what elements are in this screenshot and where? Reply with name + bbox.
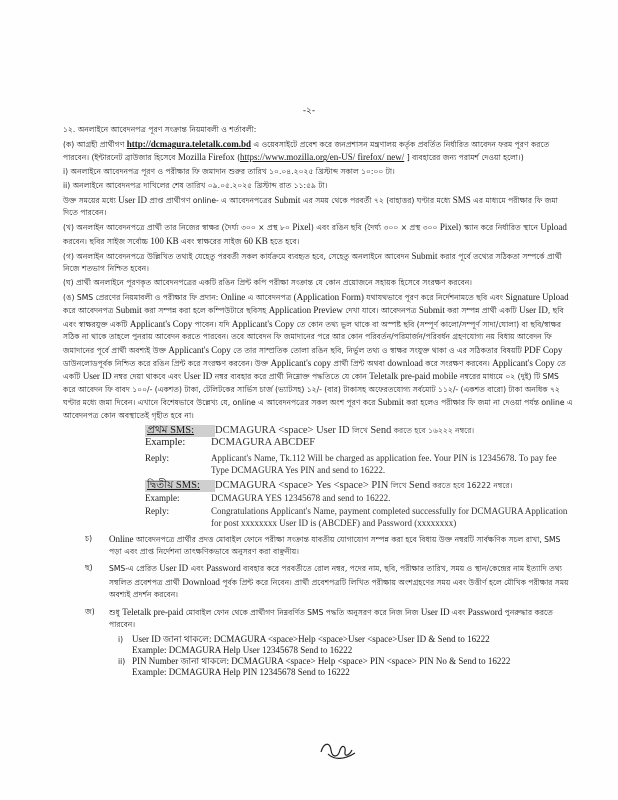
text: এ আবেদনপত্রের সকল অংশ পূরণ করে bbox=[255, 398, 378, 408]
example-label: Example: bbox=[145, 493, 180, 504]
text: User ID bbox=[132, 634, 161, 645]
browser-name: Mozilla Firefox bbox=[177, 152, 235, 163]
text: এর মাধ্যমে পরীক্ষার ফি জমা দিতে পারবেন। bbox=[63, 196, 558, 218]
text: করতে হবে ১৬২২২ নম্বরে। bbox=[391, 425, 475, 435]
example-line: Example: DCMAGURA Help PIN 12345678 Send to 16222 bbox=[132, 667, 350, 678]
section-ka bbox=[63, 138, 573, 165]
list-text bbox=[132, 634, 573, 656]
text: পুনরুদ্ধার করতে পারবেন। bbox=[109, 607, 553, 629]
text: DCMAGURA <space> Yes <space> PIN bbox=[215, 479, 389, 491]
fee-deadline-paragraph bbox=[63, 194, 573, 220]
reply-row bbox=[145, 452, 573, 476]
signature-image bbox=[318, 738, 358, 762]
recover-user-id-item bbox=[118, 634, 573, 656]
section-chha bbox=[63, 562, 573, 601]
text: SMS bbox=[452, 195, 471, 206]
text: Pixel bbox=[292, 222, 311, 233]
list-marker: i) bbox=[118, 635, 124, 645]
text: (ঙ) SMS প্রেরণের নিয়মাবলী ও পরীক্ষার ফি প্রদান: bbox=[63, 292, 221, 302]
text: User ID bbox=[183, 371, 213, 382]
text: করার পূর্বে তথ্যের সঠিকতা সম্পর্কে প্রার্থী নিজে শতভাগ নিশ্চিত হবেন। bbox=[63, 251, 562, 274]
text: প্রাপ্ত প্রার্থীগণ online- এ আবেদনপত্রের bbox=[146, 196, 275, 206]
list-text bbox=[109, 533, 573, 559]
text: Send bbox=[370, 424, 392, 436]
text: Online bbox=[220, 291, 246, 302]
text: শুধু bbox=[109, 607, 123, 617]
section-uma bbox=[63, 291, 573, 422]
text: User ID bbox=[519, 305, 548, 316]
text: Submit bbox=[418, 305, 445, 316]
text: Password bbox=[467, 606, 503, 617]
text: Applicant's copy bbox=[270, 357, 331, 368]
section-heading: ১২. অনলাইনে আবেদনপত্র পূরণ সংক্রান্ত নিয়মাবলী ও শর্তাবলী: bbox=[63, 125, 257, 134]
text: User ID bbox=[159, 563, 189, 574]
reply-value: Applicant's Name, Tk.112 Will be charged as application fee. Your PIN is 12345678. To pay fee Type DCMAGURA Yes PIN and send to 16222. bbox=[211, 452, 557, 475]
text: আবেদনপত্রে প্রার্থীর প্রদত্ত মোবাইল ফোনে পরীক্ষা সংক্রান্ত যাবতীয় যোগাযোগ সম্পন্ন করা হবে বিধায় উক্ত নম্বরটি সার্বক্ষণিক সচল রাখা, SMS পড়া এবং প্রাপ্ত নির্দেশনা তাৎক্ষণিকভাবে অনুসরণ করা বাঞ্ছনীয়। bbox=[109, 534, 561, 556]
text: User ID bbox=[420, 606, 450, 617]
list-marker: ছ) bbox=[85, 563, 93, 573]
text: এবং bbox=[188, 564, 207, 574]
reply-label: Reply: bbox=[145, 505, 169, 516]
text: Submit bbox=[411, 250, 438, 261]
section-kha bbox=[63, 221, 573, 248]
text: Signature Upload bbox=[505, 291, 569, 302]
text: ) এবং রঙিন ছবি (দৈর্ঘ্য ৩০০ × প্রস্থ ৩০০ bbox=[310, 223, 440, 233]
text: মোবাইল ফোন থেকে প্রার্থীগণ নিম্নবর্ণিত SMS পদ্ধতি অনুসরণ করে নিজ নিজ bbox=[183, 607, 421, 617]
example-row bbox=[145, 437, 573, 449]
text: Applicant's Copy bbox=[492, 357, 555, 368]
text: Application Preview bbox=[268, 305, 343, 316]
text: এ আবেদনপত্র bbox=[245, 292, 294, 302]
text: করা সম্পন্ন প্রার্থী একটি bbox=[444, 306, 520, 316]
text: নম্বর ব্যবহার করে প্রার্থী নিম্নোক্ত পদ্ধতিতে যে কোন bbox=[212, 372, 370, 382]
text: উক্ত সময়ের মধ্যে bbox=[63, 196, 119, 206]
text: User ID bbox=[82, 371, 112, 382]
text: করা হলেও পরীক্ষার ফি জমা না দেওয়া পর্যন্ত online এ আবেদনপত্র কোন অবস্থাতেই গৃহীত হবে না। bbox=[63, 398, 573, 420]
text: এ ওয়েবসাইটে প্রবেশ করে জনপ্রশাসন মন্ত্রণালয় কর্তৃক প্রবর্তিত নির্ধারিত আবেদন ফরম পূরণ করতে পারবেন। (ইন্টারনেট ব্রাউজার হিসেবে bbox=[63, 139, 550, 163]
text: Submit bbox=[274, 195, 301, 206]
text: ( bbox=[234, 153, 241, 163]
firefox-download-link[interactable]: https://www.mozilla.org/en-US/ firefox/ new/ bbox=[240, 152, 405, 163]
end-date-line: ii) অনলাইনে আবেদনপত্র দাখিলের শেষ তারিখ ০৯.০৫.২০২৫ খ্রিস্টাব্দ রাত ১১:৫৯ টা। bbox=[63, 181, 328, 191]
start-date-line: i) অনলাইনে আবেদনপত্র পূরণ ও পরীক্ষার ফি জমাদান শুরুর তারিখ ১০.০৪.২০২৫ খ্রিস্টাব্দ সকাল ১০:০০ টা। bbox=[63, 167, 395, 177]
text: SMS-এ প্রেরিত bbox=[109, 564, 160, 574]
list-text bbox=[109, 606, 573, 632]
reply-label: Reply: bbox=[145, 452, 169, 463]
text: (ক) আগ্রহী প্রার্থীগণ bbox=[63, 139, 127, 149]
text: Upload bbox=[540, 222, 567, 233]
text: তে তার সাম্প্রতিক তোলা রঙিন ছবি, নির্ভুল তথ্য ও স্বাক্ষর সংযুক্ত থাকা ও এর সঠিকতার বিষয়টি bbox=[230, 345, 525, 355]
text: online bbox=[232, 398, 256, 408]
text: এর সময় থেকে পরবর্তী ৭২ (বাহাত্তর) ঘণ্টার মধ্যে bbox=[300, 196, 453, 206]
text: PIN Number bbox=[132, 656, 179, 667]
list-text bbox=[132, 656, 573, 678]
text: Submit bbox=[115, 305, 142, 316]
text: তে একটি bbox=[63, 358, 566, 382]
text: 100 KB bbox=[150, 235, 179, 246]
text: Teletalk pre-paid mobile bbox=[369, 371, 458, 382]
list-marker: চ) bbox=[85, 533, 93, 543]
example-row bbox=[145, 492, 573, 504]
text: জানা থাকলে: DCMAGURA <space> Help <space> PIN <space> PIN No & Send to 16222 bbox=[178, 656, 511, 667]
text: Password bbox=[206, 563, 241, 574]
text: DCMAGURA <space> User ID bbox=[215, 424, 350, 436]
first-sms-label: প্রথম SMS: bbox=[145, 425, 215, 437]
text: তে কোন তথ্য ভুল থাকে বা অস্পষ্ট ছবি (সম্পূর্ণ কালো/সম্পূর্ণ সাদা/ঘোলা) বা ছবি/স্বাক্ষর সঠিক না থাকে তাহলে পুনরায় আবেদন করতে পারবেন। তবে আবেদন ফি জমাদানের পরে আর কোন পরিবর্তন/পরিমার্জন/পরিবর্ধন গ্রহণযোগ্য নয় বিধায় আবেদন ফি জমাদানের পূর্বে প্রার্থী অবশ্যই উক্ত bbox=[63, 319, 562, 355]
first-sms-row bbox=[145, 424, 573, 437]
recover-pin-item bbox=[118, 656, 573, 678]
second-sms-label: দ্বিতীয় SMS: bbox=[145, 480, 215, 492]
text: জানা থাকলে: DCMAGURA <space>Help <space>User <space>User ID & Send to 16222 bbox=[160, 634, 490, 645]
text: করবেন। ছবির সাইজ সর্বোচ্চ bbox=[63, 236, 151, 246]
text: Download bbox=[182, 576, 220, 587]
text: Applicant's Copy bbox=[168, 344, 231, 355]
page-number: -২- bbox=[302, 106, 316, 116]
text: পূর্বক প্রিন্ট করে নিবেন। প্রার্থী প্রবেশপত্রটি লিখিত পরীক্ষায় অংশগ্রহণের সময় এবং উত্তীর্ণ হলে মৌখিক পরীক্ষার সময় অবশ্যই প্রদর্শন করবেন। bbox=[109, 577, 569, 600]
text: দেখা যাবে। আবেদনপত্র bbox=[342, 306, 419, 316]
text: (গ) অনলাইন আবেদনপত্রে উল্লিখিত তথ্যই যেহেতু পরবর্তী সকল কার্যক্রমে ব্যবহৃত হবে, সেহেতু অনলাইনে আবেদন bbox=[63, 251, 412, 261]
text: লিখে bbox=[388, 480, 410, 490]
text: যথাযথভাবে পূরণ করে নির্দেশনামতে ছবি এবং bbox=[363, 292, 506, 302]
text: , ছবি এবং স্বাক্ষরযুক্ত একটি bbox=[63, 306, 564, 329]
list-marker: জ) bbox=[85, 606, 95, 616]
text: করে সংরক্ষণ করবেন। bbox=[422, 358, 493, 368]
text: করা সম্পন্ন করা হলে কম্পিউটারে ছবিসহ bbox=[141, 306, 269, 316]
list-marker: ii) bbox=[118, 657, 126, 667]
text: Send bbox=[409, 479, 431, 491]
text: ) স্ক্যান করে নির্ধারিত স্থানে bbox=[458, 223, 541, 233]
text: এবং bbox=[449, 607, 468, 617]
reply-value: Congratulations Applicant's Name, payment completed successfully for DCMAGURA Application for post xxxxxxxx User ID is (ABCDEF) and Password (xxxxxxxx) bbox=[211, 505, 568, 528]
text: নম্বরের মাধ্যমে ০২ (দুই) টি SMS করে আবেদন ফি বাবদ ১০০/- (একশত) টাকা, টেলিটকের সার্ভিস চার্জ (ভ্যাটসহ) ১২/- (বার) টাকাসহ অফেরতযোগ্য সর্বমোট ১১২/- (একশত বারো) টাকা অনধিক ৭২ ঘণ্টার মধ্যে জমা দিবেন। এখানে বিশেষভাবে উল্লেখ্য যে, bbox=[63, 372, 560, 408]
section-ga bbox=[63, 250, 573, 276]
text: Applicant's Copy bbox=[129, 318, 193, 329]
text: প্রার্থী প্রিন্ট অথবা bbox=[330, 358, 388, 368]
example-value: DCMAGURA ABCDEF bbox=[211, 437, 316, 449]
second-sms-command bbox=[215, 479, 573, 492]
text: এবং স্বাক্ষরের সাইজ bbox=[178, 236, 244, 246]
section-gha: (ঘ) প্রার্থী অনলাইনে পূরণকৃত আবেদনপত্রের একটি রঙিন প্রিন্ট কপি পরীক্ষা সংক্রান্ত যে কোন প্রয়োজনে সহায়ক হিসেবে সংরক্ষণ করবেন। bbox=[63, 277, 472, 287]
sms-instructions bbox=[145, 424, 573, 529]
text: পাবেন। যদি bbox=[192, 319, 232, 329]
text: হতে হবে। bbox=[267, 236, 300, 246]
text: User ID bbox=[118, 195, 147, 206]
text: Submit bbox=[377, 397, 404, 408]
text: Online bbox=[109, 533, 134, 544]
text: করতে হবে 16222 নম্বরে। bbox=[430, 480, 513, 490]
text: ডাউনলোডপূর্বক নিশ্চিত করে রঙিন প্রিন্ট করে সংরক্ষণ করবেন। উক্ত bbox=[63, 358, 271, 368]
text: লিখে bbox=[349, 425, 371, 435]
text: PDF Copy bbox=[524, 344, 563, 355]
first-sms-command bbox=[215, 424, 573, 437]
application-website-link[interactable]: http://dcmagura.teletalk.com.bd bbox=[126, 138, 251, 149]
text: download bbox=[387, 357, 423, 368]
text: (Application Form) bbox=[293, 291, 364, 302]
second-sms-row bbox=[145, 479, 573, 492]
example-label: Example: bbox=[145, 437, 186, 449]
text: (খ) অনলাইন আবেদনপত্রে প্রার্থী তার নিজের স্বাক্ষর (দৈর্ঘ্য ৩০০ × প্রস্থ ৮০ bbox=[63, 223, 293, 233]
text: করে আবেদনপত্র bbox=[63, 306, 116, 316]
example-line: Example: DCMAGURA Help User 12345678 Send to 16222 bbox=[132, 645, 353, 656]
text: ] ব্যবহারের জন্য পরামর্শ দেওয়া হলো।) bbox=[404, 153, 524, 163]
text: Applicant's Copy bbox=[231, 318, 295, 329]
rules-content bbox=[63, 124, 573, 678]
section-ja bbox=[63, 606, 573, 632]
reply-row bbox=[145, 505, 573, 529]
section-cha bbox=[63, 533, 573, 559]
list-text bbox=[109, 562, 573, 601]
text: ব্যবহার করে পরবর্তীতে রোল নম্বর, পদের নাম, ছবি, পরীক্ষার তারিখ, সময় ও স্থান/কেন্দ্রের নাম ইত্যাদি তথ্য সম্বলিত প্রবেশপত্র প্রার্থী bbox=[109, 564, 562, 587]
text: নম্বর দেয়া থাকবে এবং bbox=[111, 372, 184, 382]
text: Pixel bbox=[439, 222, 459, 233]
text: 60 KB bbox=[243, 235, 268, 246]
text: Teletalk pre-paid bbox=[122, 606, 184, 617]
example-value: DCMAGURA YES 12345678 and send to 16222. bbox=[211, 493, 391, 504]
